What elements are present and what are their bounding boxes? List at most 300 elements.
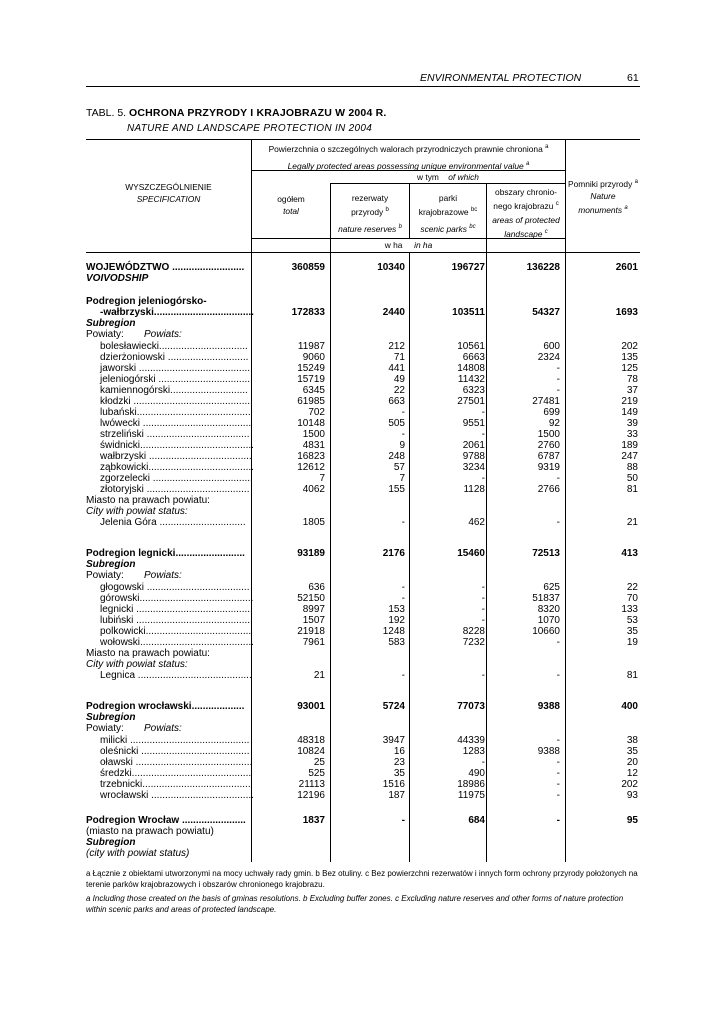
cell-parks: 196727 xyxy=(451,262,485,273)
reserves-header xyxy=(331,192,409,235)
row-label: Powiaty: xyxy=(86,570,124,581)
cell-parks: 8228 xyxy=(462,626,485,637)
cell-reserves: 441 xyxy=(388,363,405,374)
sup-a-3: a xyxy=(634,179,638,185)
cell-landscape: - xyxy=(556,790,560,801)
cell-monuments: 2601 xyxy=(615,262,638,273)
table-title-text-pl: OCHRONA PRZYRODY I KRAJOBRAZU W 2004 R. xyxy=(129,107,387,119)
cell-total: 4831 xyxy=(302,440,325,451)
cell-parks: 77073 xyxy=(457,701,485,712)
cell-landscape: 9319 xyxy=(537,462,560,473)
cell-reserves: 2440 xyxy=(382,307,405,318)
cell-reserves: 71 xyxy=(393,352,405,363)
cell-parks: 18986 xyxy=(457,779,485,790)
table-row xyxy=(0,329,724,340)
cell-parks: - xyxy=(481,429,485,440)
row-label: Podregion Wrocław ....................... xyxy=(86,815,246,826)
cell-reserves: - xyxy=(401,429,405,440)
row-label: (miasto na prawach powiatu) xyxy=(86,826,214,837)
row-label: legnicki .......................................... xyxy=(100,604,253,615)
row-label-en: Powiats: xyxy=(144,570,182,581)
cell-parks: 1283 xyxy=(462,746,485,757)
cell-monuments: 125 xyxy=(621,363,638,374)
table-row xyxy=(0,735,724,746)
cell-parks: 14808 xyxy=(457,363,485,374)
cell-total: 52150 xyxy=(297,593,325,604)
table-row xyxy=(0,570,724,581)
cell-total: 21 xyxy=(313,670,325,681)
parks-header-en xyxy=(410,221,486,235)
cell-monuments: 78 xyxy=(626,374,638,385)
cell-monuments: 35 xyxy=(626,626,638,637)
table-row xyxy=(0,484,724,495)
cell-total: 48318 xyxy=(297,735,325,746)
cell-monuments: 133 xyxy=(621,604,638,615)
header-rule-3 xyxy=(330,183,565,184)
cell-landscape: 600 xyxy=(543,341,560,352)
table-row xyxy=(0,396,724,407)
table-row xyxy=(0,582,724,593)
table-row xyxy=(0,440,724,451)
cell-parks: 27501 xyxy=(457,396,485,407)
table-row xyxy=(0,341,724,352)
cell-reserves: 248 xyxy=(388,451,405,462)
cell-monuments: 189 xyxy=(621,440,638,451)
cell-parks: 6663 xyxy=(462,352,485,363)
cell-total: 93189 xyxy=(297,548,325,559)
cell-reserves: - xyxy=(401,582,405,593)
cell-parks: 15460 xyxy=(457,548,485,559)
table-row xyxy=(0,517,724,528)
footnote-en: a Including those created on the basis of gminas resolutions. b Excluding buffer zones. c Excluding nature reserves and other forms of nature protection within scenic parks and areas of protected landscape. xyxy=(86,894,624,914)
cell-reserves: 1516 xyxy=(382,779,405,790)
cell-landscape: - xyxy=(556,517,560,528)
cell-monuments: 95 xyxy=(626,815,638,826)
cell-monuments: 202 xyxy=(621,341,638,352)
table-row xyxy=(0,701,724,712)
header-bottom-rule xyxy=(86,252,640,253)
cell-total: 6345 xyxy=(302,385,325,396)
sup-c-2: c xyxy=(544,229,548,235)
cell-landscape: - xyxy=(556,473,560,484)
cell-landscape: 6787 xyxy=(537,451,560,462)
cell-parks: - xyxy=(481,582,485,593)
row-label: jeleniogórski ................................. xyxy=(100,374,251,385)
cell-monuments: 21 xyxy=(626,517,638,528)
cell-total: 1837 xyxy=(302,815,325,826)
row-label: bolesławiecki................................ xyxy=(100,341,248,352)
cell-monuments: 39 xyxy=(626,418,638,429)
cell-landscape: 92 xyxy=(548,418,560,429)
row-label: wałbrzyski ..................................... xyxy=(100,451,252,462)
cell-parks: 10561 xyxy=(457,341,485,352)
cell-reserves: - xyxy=(401,670,405,681)
running-header xyxy=(420,72,639,84)
cell-landscape: 2760 xyxy=(537,440,560,451)
cell-total: 4062 xyxy=(302,484,325,495)
table-row xyxy=(0,495,724,506)
cell-monuments: 88 xyxy=(626,462,638,473)
cell-parks: 462 xyxy=(468,517,485,528)
table-row xyxy=(0,626,724,637)
cell-landscape: - xyxy=(556,385,560,396)
table-row xyxy=(0,352,724,363)
cell-monuments: 149 xyxy=(621,407,638,418)
monuments-en-2-text: monuments xyxy=(578,205,623,215)
cell-landscape: 9388 xyxy=(537,746,560,757)
cell-parks: 103511 xyxy=(452,307,485,318)
cell-reserves: 10340 xyxy=(377,262,405,273)
row-label: górowski......................................... xyxy=(100,593,254,604)
table-row xyxy=(0,723,724,734)
cell-monuments: 81 xyxy=(626,484,638,495)
row-label: Podregion jeleniogórsko- xyxy=(86,296,207,307)
cell-landscape: - xyxy=(556,768,560,779)
cell-total: 25 xyxy=(313,757,325,768)
reserves-header-en xyxy=(331,221,409,235)
of-which-en: of which xyxy=(448,172,479,182)
cell-reserves: 663 xyxy=(388,396,405,407)
row-label: milicki ........................................... xyxy=(100,735,250,746)
cell-landscape: 27481 xyxy=(532,396,560,407)
table-row xyxy=(0,826,724,837)
monuments-header-en-2 xyxy=(566,202,640,216)
row-label: zgorzelecki .................................... xyxy=(100,473,253,484)
cell-total: 7 xyxy=(319,473,325,484)
total-header-en: total xyxy=(283,206,299,216)
total-header-pl: ogółem xyxy=(277,194,305,204)
cell-monuments: 400 xyxy=(621,701,638,712)
table-row xyxy=(0,559,724,570)
row-label: kamiennogórski............................ xyxy=(100,385,248,396)
cell-monuments: 413 xyxy=(621,548,638,559)
cell-landscape: 9388 xyxy=(537,701,560,712)
cell-monuments: 219 xyxy=(621,396,638,407)
table-row xyxy=(0,659,724,670)
cell-landscape: 2766 xyxy=(537,484,560,495)
parks-header-pl-1: parki xyxy=(438,193,458,203)
cell-monuments: 135 xyxy=(621,352,638,363)
cell-parks: - xyxy=(481,757,485,768)
unit-header xyxy=(252,239,565,251)
row-label: Podregion legnicki......................... xyxy=(86,548,245,559)
cell-monuments: 38 xyxy=(626,735,638,746)
cell-parks: 684 xyxy=(468,815,485,826)
row-label: Powiaty: xyxy=(86,723,124,734)
parks-header-pl-2 xyxy=(410,204,486,218)
cell-reserves: 22 xyxy=(393,385,405,396)
row-label: wrocławski ..................................... xyxy=(100,790,254,801)
cell-landscape: - xyxy=(556,363,560,374)
cell-reserves: 192 xyxy=(388,615,405,626)
cell-reserves: 2176 xyxy=(382,548,405,559)
cell-parks: 9788 xyxy=(462,451,485,462)
landscape-header-en-1: areas of protected xyxy=(492,215,560,225)
cell-reserves: 16 xyxy=(393,746,405,757)
cell-landscape: - xyxy=(556,670,560,681)
cell-monuments: 1693 xyxy=(615,307,638,318)
cell-reserves: 153 xyxy=(388,604,405,615)
cell-total: 16823 xyxy=(297,451,325,462)
cell-total: 21113 xyxy=(298,779,325,790)
cell-landscape: 136228 xyxy=(526,262,560,273)
monuments-pl-text: Pomniki przyrody xyxy=(568,179,633,189)
unit-pl: w ha xyxy=(384,240,403,250)
table-row xyxy=(0,418,724,429)
cell-total: 15719 xyxy=(297,374,325,385)
table-row xyxy=(0,374,724,385)
table-row xyxy=(0,296,724,307)
cell-parks: - xyxy=(481,473,485,484)
table-row xyxy=(0,473,724,484)
monuments-header-en-1: Nature xyxy=(590,191,616,201)
row-label: ząbkowicki...................................... xyxy=(100,462,254,473)
cell-parks: 7232 xyxy=(462,637,485,648)
table-row xyxy=(0,637,724,648)
landscape-en-2-text: landscape xyxy=(504,229,543,239)
stub-header-pl: WYSZCZEGÓLNIENIE xyxy=(125,182,212,192)
cell-total: 12196 xyxy=(297,790,325,801)
cell-landscape: - xyxy=(556,637,560,648)
row-label: polkowicki...................................... xyxy=(100,626,252,637)
reserves-pl-2-text: przyrody xyxy=(351,207,384,217)
row-label: lubiński .......................................... xyxy=(100,615,253,626)
cell-reserves: 212 xyxy=(388,341,405,352)
area-header-en-text: Legally protected areas possessing unique environmental value xyxy=(287,161,524,171)
cell-total: 636 xyxy=(308,582,325,593)
row-label: Subregion xyxy=(86,318,136,329)
cell-total: 8997 xyxy=(302,604,325,615)
cell-parks: 9551 xyxy=(462,418,485,429)
row-label: dzierżoniowski ............................. xyxy=(100,352,249,363)
cell-monuments: 53 xyxy=(626,615,638,626)
total-header xyxy=(252,193,330,217)
table-row xyxy=(0,815,724,826)
landscape-header-pl-1: obszary chronio- xyxy=(495,187,557,197)
cell-total: 93001 xyxy=(297,701,325,712)
cell-monuments: 19 xyxy=(626,637,638,648)
row-label: oławski .......................................... xyxy=(100,757,253,768)
page-number: 61 xyxy=(627,72,639,84)
cell-monuments: 70 xyxy=(626,593,638,604)
table-row xyxy=(0,307,724,318)
sup-c: c xyxy=(555,201,559,207)
landscape-pl-2-text: nego krajobrazu xyxy=(493,201,554,211)
area-header-pl-text: Powierzchnia o szczególnych walorach przyrodniczych prawnie chroniona xyxy=(268,144,543,154)
row-label: Miasto na prawach powiatu: xyxy=(86,495,210,506)
table-row xyxy=(0,779,724,790)
cell-reserves: 9 xyxy=(399,440,405,451)
cell-reserves: 49 xyxy=(393,374,405,385)
sup-bc: bc xyxy=(470,207,478,213)
cell-reserves: 1248 xyxy=(382,626,405,637)
cell-landscape: 54327 xyxy=(532,307,560,318)
cell-monuments: 81 xyxy=(626,670,638,681)
table-row xyxy=(0,670,724,681)
table-row xyxy=(0,462,724,473)
row-label: kłodzki ........................................... xyxy=(100,396,253,407)
cell-total: 702 xyxy=(308,407,325,418)
table-row xyxy=(0,615,724,626)
monuments-header-pl xyxy=(566,176,640,190)
cell-reserves: 505 xyxy=(388,418,405,429)
area-header-pl xyxy=(252,141,565,155)
cell-landscape: 51837 xyxy=(532,593,560,604)
table-row xyxy=(0,837,724,848)
cell-reserves: 187 xyxy=(388,790,405,801)
parks-pl-2-text: krajobrazowe xyxy=(418,207,469,217)
cell-reserves: 5724 xyxy=(382,701,405,712)
cell-total: 525 xyxy=(308,768,325,779)
cell-parks: 2061 xyxy=(462,440,485,451)
landscape-header-en-2 xyxy=(487,226,565,240)
cell-parks: 490 xyxy=(468,768,485,779)
landscape-header-pl-2 xyxy=(487,198,565,212)
cell-total: 7961 xyxy=(302,637,325,648)
cell-reserves: 7 xyxy=(399,473,405,484)
table-row xyxy=(0,712,724,723)
table-row xyxy=(0,548,724,559)
cell-parks: 1128 xyxy=(463,484,485,495)
cell-monuments: 93 xyxy=(626,790,638,801)
cell-parks: 44339 xyxy=(457,735,485,746)
sup-bc-2: bc xyxy=(469,224,476,230)
row-label-en: Powiats: xyxy=(144,329,182,340)
cell-landscape: 1500 xyxy=(537,429,560,440)
table-row xyxy=(0,262,724,273)
cell-total: 172833 xyxy=(291,307,325,318)
cell-parks: 11432 xyxy=(457,374,485,385)
table-row xyxy=(0,385,724,396)
row-label: lwówecki ....................................... xyxy=(100,418,252,429)
table-top-rule xyxy=(86,139,640,140)
stub-header xyxy=(86,181,251,205)
cell-monuments: 33 xyxy=(626,429,638,440)
reserves-en-text: nature reserves xyxy=(338,224,397,234)
cell-reserves: 23 xyxy=(393,757,405,768)
table-row xyxy=(0,363,724,374)
cell-reserves: - xyxy=(401,815,405,826)
row-label: Jelenia Góra ............................... xyxy=(100,517,246,528)
row-label: Subregion xyxy=(86,712,136,723)
row-label: -wałbrzyski.................................... xyxy=(100,307,254,318)
cell-landscape: 625 xyxy=(543,582,560,593)
cell-reserves: 57 xyxy=(393,462,405,473)
monuments-header xyxy=(566,176,640,216)
cell-total: 12612 xyxy=(297,462,325,473)
table-row xyxy=(0,593,724,604)
parks-en-text: scenic parks xyxy=(420,224,467,234)
stub-header-en: SPECIFICATION xyxy=(136,194,201,204)
cell-total: 10148 xyxy=(297,418,325,429)
table-row xyxy=(0,273,724,284)
cell-monuments: 202 xyxy=(621,779,638,790)
table-row xyxy=(0,506,724,517)
table-row xyxy=(0,451,724,462)
table-row xyxy=(0,848,724,859)
cell-landscape: - xyxy=(556,779,560,790)
row-label: City with powiat status: xyxy=(86,659,188,670)
cell-reserves: - xyxy=(401,407,405,418)
cell-total: 1500 xyxy=(302,429,325,440)
table-row xyxy=(0,757,724,768)
cell-landscape: - xyxy=(556,757,560,768)
row-label: trzebnicki....................................... xyxy=(100,779,251,790)
cell-total: 9060 xyxy=(302,352,325,363)
table-row xyxy=(0,746,724,757)
row-label: strzeliński ..................................... xyxy=(100,429,250,440)
cell-parks: - xyxy=(481,407,485,418)
row-label: VOIVODSHIP xyxy=(86,273,149,284)
running-header-title: ENVIRONMENTAL PROTECTION xyxy=(420,72,582,84)
sup-a: a xyxy=(545,144,549,150)
table-number: TABL. 5. xyxy=(86,107,127,119)
row-label-en: Powiats: xyxy=(144,723,182,734)
cell-landscape: 8320 xyxy=(537,604,560,615)
row-label: City with powiat status: xyxy=(86,506,188,517)
row-label: świdnicki......................................... xyxy=(100,440,254,451)
cell-monuments: 12 xyxy=(626,768,638,779)
row-label: Miasto na prawach powiatu: xyxy=(86,648,210,659)
cell-monuments: 37 xyxy=(626,385,638,396)
row-label: Subregion xyxy=(86,837,136,848)
cell-landscape: - xyxy=(556,815,560,826)
cell-parks: - xyxy=(481,670,485,681)
table-title-pl xyxy=(86,107,387,119)
cell-reserves: 35 xyxy=(393,768,405,779)
table-row xyxy=(0,790,724,801)
cell-monuments: 22 xyxy=(626,582,638,593)
cell-reserves: 3947 xyxy=(382,735,405,746)
cell-monuments: 20 xyxy=(626,757,638,768)
row-label: WOJEWÓDZTWO .......................... xyxy=(86,262,245,273)
cell-total: 15249 xyxy=(297,363,325,374)
row-label: wołowski......................................... xyxy=(100,637,254,648)
cell-landscape: 699 xyxy=(543,407,560,418)
cell-total: 21918 xyxy=(297,626,325,637)
unit-en: in ha xyxy=(414,240,433,250)
cell-total: 61985 xyxy=(297,396,325,407)
row-label: Legnica ......................................... xyxy=(100,670,252,681)
table-title-en: NATURE AND LANDSCAPE PROTECTION IN 2004 xyxy=(127,123,373,134)
cell-parks: 11975 xyxy=(457,790,485,801)
table-row xyxy=(0,318,724,329)
row-label: głogowski ..................................... xyxy=(100,582,250,593)
table-row xyxy=(0,407,724,418)
row-label: jaworski ........................................ xyxy=(100,363,251,374)
cell-parks: 3234 xyxy=(462,462,485,473)
cell-parks: - xyxy=(481,604,485,615)
cell-landscape: 72513 xyxy=(532,548,560,559)
reserves-header-pl-1: rezerwaty xyxy=(351,193,389,203)
sup-b-2: b xyxy=(398,224,402,230)
area-header xyxy=(252,141,565,172)
cell-parks: - xyxy=(481,615,485,626)
parks-header xyxy=(410,192,486,235)
cell-landscape: 2324 xyxy=(537,352,560,363)
sup-a-4: a xyxy=(624,205,628,211)
row-label: Powiaty: xyxy=(86,329,124,340)
header-rule xyxy=(86,86,640,87)
cell-total: 360859 xyxy=(291,262,325,273)
cell-total: 1805 xyxy=(302,517,325,528)
cell-monuments: 50 xyxy=(626,473,638,484)
area-header-en xyxy=(252,158,565,172)
of-which-header xyxy=(331,171,565,183)
cell-total: 11987 xyxy=(297,341,325,352)
footnote-pl: a Łącznie z obiektami utworzonymi na mocy uchwały rady gmin. b Bez otuliny. c Bez powierzchni rezerwatów i innych form ochrony przyrody położonych na terenie parków krajobrazowych i obszarów chronionego krajobrazu. xyxy=(86,869,638,889)
table-row xyxy=(0,768,724,779)
